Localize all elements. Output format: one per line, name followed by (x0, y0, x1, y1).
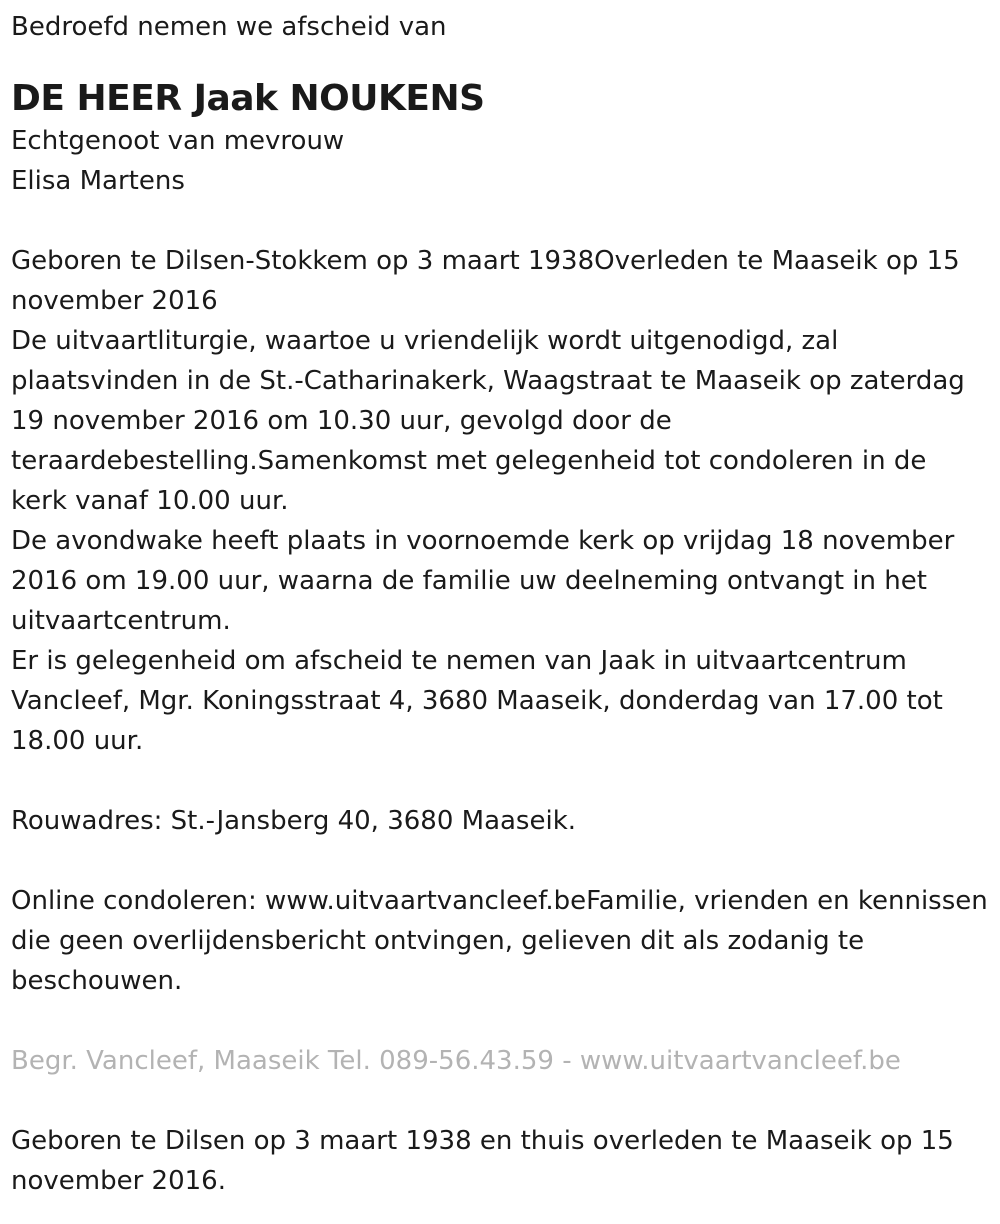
farewell-text: Er is gelegenheid om afscheid te nemen van Jaak in uitvaartcentrum Vancleef, Mgr. Koningsstraat 4, 3680 Maaseik, donderdag van 17.00 tot 18.00 uur. (11, 646, 943, 756)
closing-text: Geboren te Dilsen op 3 maart 1938 en thuis overleden te Maaseik op 15 november 2016. (11, 1126, 954, 1196)
spouse-line-2: Elisa Martens (11, 166, 185, 196)
funeral-home-info: Begr. Vancleef, Maaseik Tel. 089-56.43.59 - www.uitvaartvancleef.be (11, 1046, 901, 1076)
online-condolences-text: Online condoleren: www.uitvaartvancleef.beFamilie, vrienden en kennissen die geen overlijdensbericht ontvingen, gelieven dit als zodanig te beschouwen. (11, 886, 988, 996)
liturgy-text: De uitvaartliturgie, waartoe u vriendelijk wordt uitgenodigd, zal plaatsvinden in de St.-Catharinakerk, Waagstraat te Maaseik op zaterdag 19 november 2016 om 10.30 uur, gevolgd door de teraardebestelling.Samenkomst met gelegenheid tot condoleren in de kerk vanaf 10.00 uur. (11, 326, 965, 516)
birth-death-text: Geboren te Dilsen-Stokkem op 3 maart 1938Overleden te Maaseik op 15 november 2016 (11, 246, 960, 316)
mourning-address: Rouwadres: St.-Jansberg 40, 3680 Maaseik. (11, 806, 577, 836)
spouse-line-1: Echtgenoot van mevrouw (11, 126, 345, 156)
intro-text: Bedroefd nemen we afscheid van (11, 12, 447, 42)
details-block (11, 241, 990, 761)
deceased-name: DE HEER Jaak NOUKENS (11, 78, 485, 119)
wake-text: De avondwake heeft plaats in voornoemde kerk op vrijdag 18 november 2016 om 19.00 uur, waarna de familie uw deelneming ontvangt in het uitvaartcentrum. (11, 526, 955, 636)
